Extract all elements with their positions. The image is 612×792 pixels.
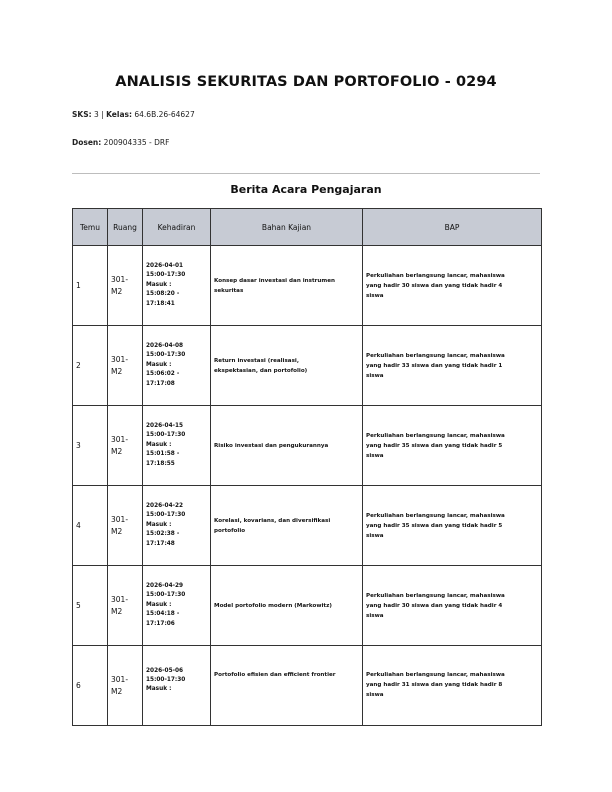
kehadiran-line: 15:04:18 -: [146, 611, 180, 618]
kehadiran-line: 2026-05-06: [146, 667, 184, 674]
cell-temu: 2: [73, 326, 108, 406]
bap-line: Perkuliahan berlangsung lancar, mahasiswa: [366, 671, 505, 678]
ruang-line: M2: [111, 686, 123, 696]
bap-line: siswa: [366, 612, 384, 619]
kehadiran-line: 2026-04-15: [146, 422, 184, 429]
header-bahan-kajian: Bahan Kajian: [211, 209, 363, 246]
kehadiran-line: 15:00-17:30: [146, 676, 186, 683]
cell-bahan-kajian: [211, 326, 363, 406]
ruang-line: M2: [111, 446, 123, 456]
bap-line: siswa: [366, 691, 384, 698]
kehadiran-line: Masuk :: [146, 601, 172, 608]
bap-line: siswa: [366, 372, 384, 379]
cell-kehadiran: [143, 566, 211, 646]
kehadiran-line: 15:00-17:30: [146, 352, 186, 359]
bap-line: siswa: [366, 532, 384, 539]
bahan-kajian-line: Return investasi (realisasi,: [214, 357, 299, 364]
table-header-row: [73, 209, 542, 246]
kehadiran-line: 2026-04-01: [146, 262, 184, 269]
kehadiran-line: 15:02:38 -: [146, 531, 180, 538]
bap-line: yang hadir 33 siswa dan yang tidak hadir 1: [366, 362, 503, 369]
bap-line: yang hadir 31 siswa dan yang tidak hadir 8: [366, 681, 503, 688]
bahan-kajian-line: Portofolio efisien dan efficient frontier: [214, 671, 336, 678]
kehadiran-line: Masuk :: [146, 686, 172, 693]
cell-temu: 6: [73, 646, 108, 726]
cell-bahan-kajian: [211, 246, 363, 326]
bap-line: yang hadir 30 siswa dan yang tidak hadir 4: [366, 602, 503, 609]
cell-kehadiran: [143, 486, 211, 566]
kehadiran-line: Masuk :: [146, 441, 172, 448]
table-row: [73, 326, 542, 406]
bap-line: Perkuliahan berlangsung lancar, mahasiswa: [366, 352, 505, 359]
cell-ruang: [108, 246, 143, 326]
ruang-line: M2: [111, 526, 123, 536]
table-row: [73, 406, 542, 486]
dosen-value: 200904335 - DRF: [103, 138, 170, 147]
course-meta-line: [72, 110, 195, 119]
bahan-kajian-line: Korelasi, kovarians, dan diversifikasi: [214, 517, 331, 524]
cell-kehadiran: [143, 326, 211, 406]
separator-line: [72, 173, 540, 174]
ruang-line: 301-: [111, 674, 129, 684]
bahan-kajian-line: Model portofolio modern (Markowitz): [214, 602, 332, 609]
cell-bap: [363, 486, 542, 566]
kehadiran-line: 15:08:20 -: [146, 291, 180, 298]
cell-bap: [363, 406, 542, 486]
bap-line: yang hadir 35 siswa dan yang tidak hadir 5: [366, 522, 503, 529]
bahan-kajian-line: Risiko investasi dan pengukurannya: [214, 442, 329, 449]
kehadiran-line: 17:17:08: [146, 380, 175, 387]
cell-bap: [363, 246, 542, 326]
lecturer-meta-line: [72, 138, 169, 147]
cell-ruang: [108, 486, 143, 566]
bahan-kajian-line: Konsep dasar investasi dan instrumen: [214, 277, 335, 284]
dosen-label: Dosen:: [72, 138, 102, 147]
bap-line: Perkuliahan berlangsung lancar, mahasiswa: [366, 432, 505, 439]
ruang-line: 301-: [111, 434, 129, 444]
kehadiran-line: 17:17:48: [146, 540, 175, 547]
cell-kehadiran: [143, 246, 211, 326]
bap-line: siswa: [366, 292, 384, 299]
cell-bahan-kajian: [211, 486, 363, 566]
kehadiran-line: 15:00-17:30: [146, 272, 186, 279]
cell-ruang: [108, 566, 143, 646]
cell-ruang: [108, 646, 143, 726]
cell-ruang: [108, 326, 143, 406]
bap-line: Perkuliahan berlangsung lancar, mahasiswa: [366, 272, 505, 279]
ruang-line: 301-: [111, 354, 129, 364]
ruang-line: 301-: [111, 594, 129, 604]
kehadiran-line: 17:17:06: [146, 620, 175, 627]
kehadiran-line: 17:18:41: [146, 300, 175, 307]
kelas-label: Kelas:: [106, 110, 132, 119]
cell-temu: 4: [73, 486, 108, 566]
ruang-line: M2: [111, 286, 123, 296]
bahan-kajian-line: portofolio: [214, 527, 246, 534]
kehadiran-line: 15:01:58 -: [146, 451, 180, 458]
ruang-line: M2: [111, 366, 123, 376]
bap-line: yang hadir 30 siswa dan yang tidak hadir 4: [366, 282, 503, 289]
kehadiran-line: Masuk :: [146, 361, 172, 368]
bahan-kajian-line: ekspektasian, dan portofolio): [214, 367, 308, 374]
ruang-line: 301-: [111, 514, 129, 524]
kehadiran-line: 15:06:02 -: [146, 371, 180, 378]
meta-divider: |: [101, 110, 104, 119]
sks-value: 3: [94, 110, 99, 119]
cell-bahan-kajian: [211, 646, 363, 726]
bap-line: Perkuliahan berlangsung lancar, mahasiswa: [366, 512, 505, 519]
cell-temu: 3: [73, 406, 108, 486]
cell-ruang: [108, 406, 143, 486]
bahan-kajian-line: sekuritas: [214, 287, 244, 294]
document-title: ANALISIS SEKURITAS DAN PORTOFOLIO - 0294: [115, 74, 497, 90]
ruang-line: M2: [111, 606, 123, 616]
kelas-value: 64.6B.26-64627: [134, 110, 195, 119]
kehadiran-line: 2026-04-29: [146, 582, 184, 589]
ruang-line: 301-: [111, 274, 129, 284]
kehadiran-line: 15:00-17:30: [146, 512, 186, 519]
bap-line: yang hadir 35 siswa dan yang tidak hadir 5: [366, 442, 503, 449]
cell-kehadiran: [143, 646, 211, 726]
kehadiran-line: 2026-04-08: [146, 342, 184, 349]
sks-label: SKS:: [72, 110, 92, 119]
header-kehadiran: Kehadiran: [143, 209, 211, 246]
cell-bap: [363, 566, 542, 646]
table-row: [73, 246, 542, 326]
cell-kehadiran: [143, 406, 211, 486]
kehadiran-line: Masuk :: [146, 281, 172, 288]
kehadiran-line: 2026-04-22: [146, 502, 184, 509]
header-temu: Temu: [73, 209, 108, 246]
header-ruang: Ruang: [108, 209, 143, 246]
table-row: [73, 566, 542, 646]
kehadiran-line: 17:18:55: [146, 460, 175, 467]
cell-temu: 1: [73, 246, 108, 326]
table-row: [73, 486, 542, 566]
table-row: [73, 646, 542, 726]
kehadiran-line: 15:00-17:30: [146, 432, 186, 439]
kehadiran-line: 15:00-17:30: [146, 592, 186, 599]
cell-bap: [363, 646, 542, 726]
cell-temu: 5: [73, 566, 108, 646]
bap-line: Perkuliahan berlangsung lancar, mahasiswa: [366, 592, 505, 599]
cell-bap: [363, 326, 542, 406]
section-title: Berita Acara Pengajaran: [230, 183, 382, 196]
bap-line: siswa: [366, 452, 384, 459]
header-bap: BAP: [363, 209, 542, 246]
cell-bahan-kajian: [211, 566, 363, 646]
cell-bahan-kajian: [211, 406, 363, 486]
teaching-record-table: [72, 208, 542, 726]
kehadiran-line: Masuk :: [146, 521, 172, 528]
